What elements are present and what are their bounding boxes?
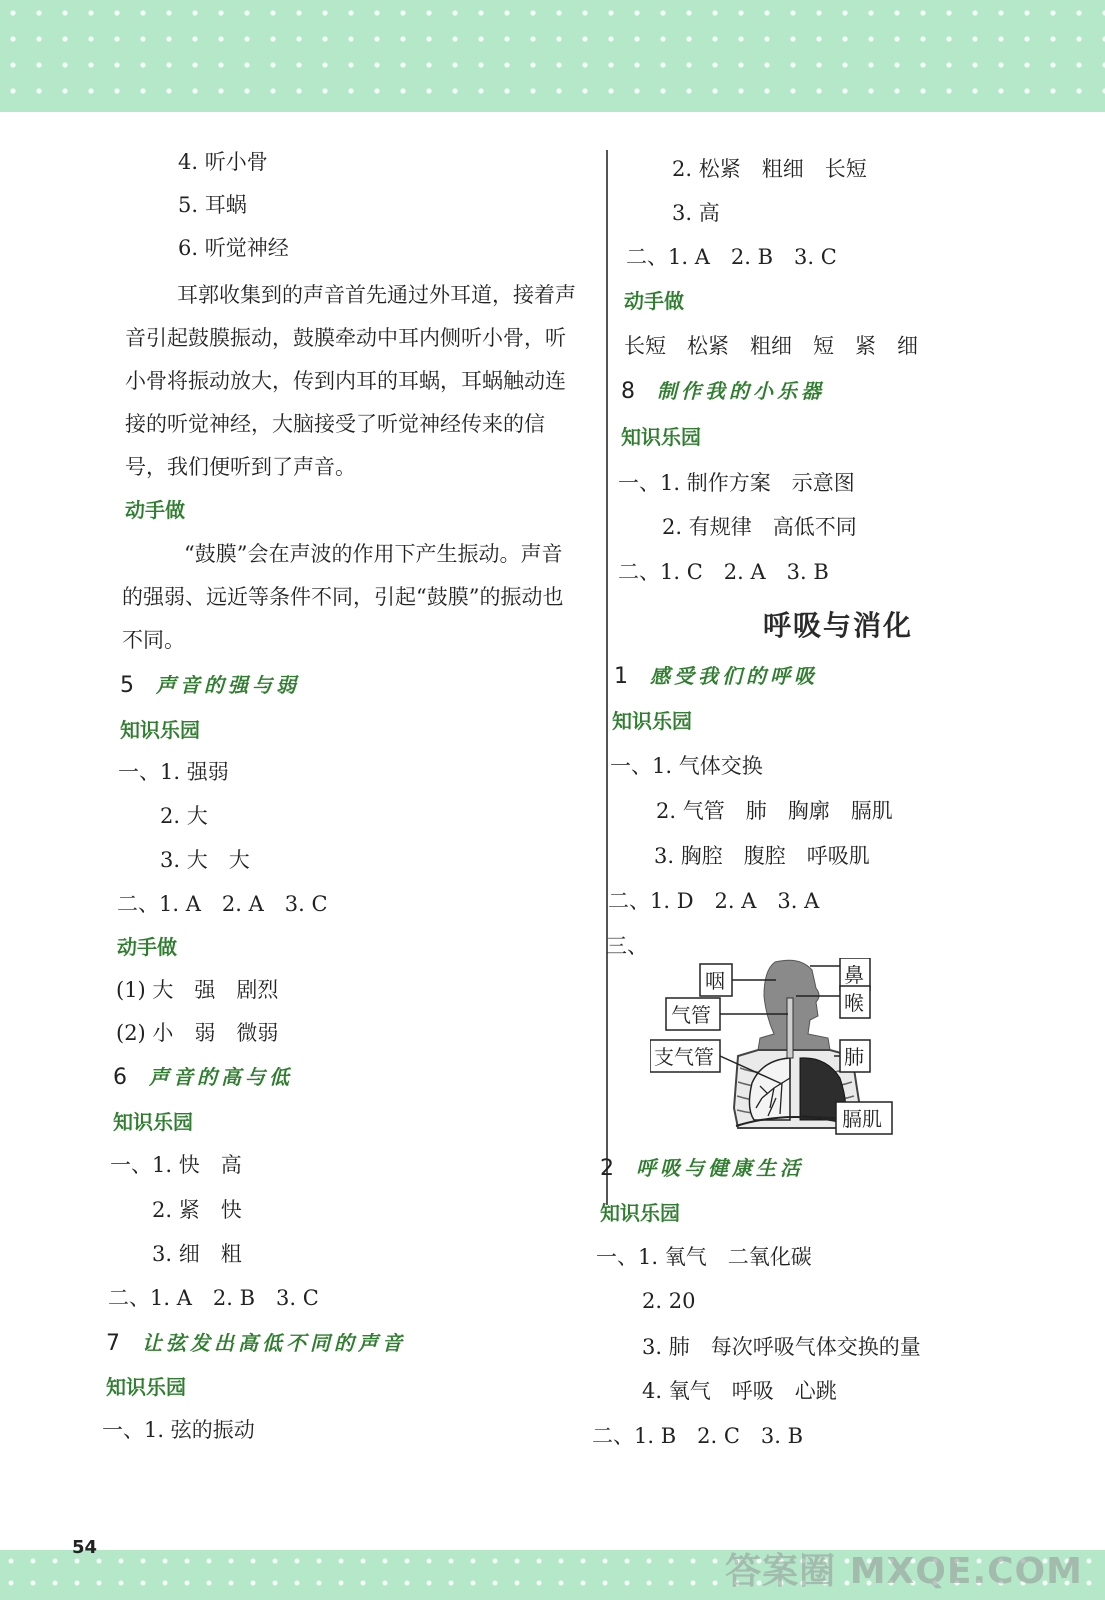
trachea-shape [787, 998, 793, 1058]
section-knowledge-park: 知识乐园 [621, 425, 701, 449]
label-trachea: 气管 [671, 1003, 711, 1027]
answer-line: 三、 [606, 934, 648, 958]
answer-line: 二、1. C 2. A 3. B [618, 560, 829, 584]
answer-line: (2) 小 弱 微弱 [116, 1021, 279, 1045]
answer-line: 3. 高 [672, 201, 720, 225]
section-knowledge-park: 知识乐园 [600, 1201, 680, 1225]
section-knowledge-park: 知识乐园 [113, 1110, 193, 1134]
answer-line: 2. 气管 肺 胸廓 膈肌 [656, 799, 893, 823]
lesson-8-heading [621, 377, 825, 406]
label-lung: 肺 [844, 1045, 864, 1069]
answer-line: 二、1. D 2. A 3. A [608, 889, 820, 913]
answer-line: 3. 胸腔 腹腔 呼吸肌 [654, 844, 870, 868]
lesson-number: 2 [600, 1156, 614, 1181]
answer-line: 3. 细 粗 [152, 1242, 242, 1266]
answer-line: 2. 20 [642, 1289, 696, 1313]
lesson-number: 1 [614, 664, 628, 689]
answer-line: 二、1. A 2. B 3. C [108, 1286, 319, 1310]
section-knowledge-park: 知识乐园 [106, 1375, 186, 1399]
label-nose: 鼻 [844, 963, 864, 987]
answer-line: 二、1. B 2. C 3. B [592, 1424, 804, 1448]
section-knowledge-park: 知识乐园 [612, 709, 692, 733]
lesson-number: 6 [113, 1065, 127, 1090]
column-divider [606, 150, 608, 1205]
section-hands-on: 动手做 [117, 935, 177, 959]
answer-line: 一、1. 氧气 二氧化碳 [596, 1245, 812, 1269]
answer-line: 2. 有规律 高低不同 [662, 515, 857, 539]
lesson-5-heading [120, 671, 300, 700]
label-bronchus: 支气管 [654, 1045, 714, 1069]
answer-line: 一、1. 弦的振动 [102, 1418, 255, 1442]
top-decorative-band [0, 0, 1105, 112]
answer-line: 2. 大 [160, 804, 208, 828]
lesson-7-heading [106, 1329, 406, 1358]
lesson-title: 呼吸与健康生活 [636, 1156, 804, 1180]
unit-title: 呼吸与消化 [763, 609, 914, 642]
lesson-1-heading [614, 662, 818, 691]
answer-line: 2. 松紧 粗细 长短 [672, 157, 867, 181]
answer-line: 长短 松紧 粗细 短 紧 细 [624, 334, 918, 358]
answer-line: 3. 大 大 [160, 848, 250, 872]
hands-on-paragraph: “鼓膜”会在声波的作用下产生振动。声音的强弱、远近等条件不同，引起“鼓膜”的振动也不同。 [122, 542, 564, 652]
watermark: 答案圈 MXQE.COM [725, 1551, 1083, 1592]
lesson-number: 8 [621, 379, 635, 404]
head-silhouette [758, 960, 830, 1050]
label-diaphragm: 膈肌 [842, 1107, 882, 1131]
answer-line: 4. 氧气 呼吸 心跳 [642, 1379, 837, 1403]
section-hands-on: 动手做 [624, 289, 684, 313]
respiratory-system-diagram [650, 958, 920, 1164]
lesson-number: 7 [106, 1331, 120, 1356]
lesson-title: 声音的强与弱 [156, 673, 300, 697]
answer-line: 2. 紧 快 [152, 1198, 242, 1222]
lesson-6-heading [113, 1063, 293, 1092]
label-larynx: 喉 [844, 991, 864, 1015]
lesson-title: 感受我们的呼吸 [650, 664, 818, 688]
answer-line: (1) 大 强 剧烈 [116, 978, 279, 1002]
explanation-paragraph: 耳郭收集到的声音首先通过外耳道，接着声音引起鼓膜振动，鼓膜牵动中耳内侧听小骨，听小骨将振动放大，传到内耳的耳蜗，耳蜗触动连接的听觉神经，大脑接受了听觉神经传来的信号，我们便听到了声音。 [125, 283, 576, 479]
answer-line: 6. 听觉神经 [178, 236, 289, 260]
answer-line: 一、1. 快 高 [110, 1153, 242, 1177]
lesson-2-heading [600, 1154, 804, 1183]
section-hands-on: 动手做 [125, 498, 185, 522]
lesson-title: 声音的高与低 [149, 1065, 293, 1089]
answer-line: 二、1. A 2. A 3. C [117, 892, 328, 916]
page-number: 54 [72, 1537, 98, 1558]
answer-line: 5. 耳蜗 [178, 193, 247, 217]
section-knowledge-park: 知识乐园 [120, 718, 200, 742]
lesson-number: 5 [120, 673, 134, 698]
answer-line: 3. 肺 每次呼吸气体交换的量 [642, 1335, 921, 1359]
lesson-title: 让弦发出高低不同的声音 [142, 1331, 406, 1355]
answer-line: 二、1. A 2. B 3. C [626, 245, 837, 269]
answer-line: 一、1. 制作方案 示意图 [618, 471, 855, 495]
answer-line: 4. 听小骨 [178, 150, 268, 174]
answer-line: 一、1. 强弱 [118, 760, 229, 784]
answer-line: 一、1. 气体交换 [610, 754, 763, 778]
label-pharynx: 咽 [705, 969, 725, 993]
lesson-title: 制作我的小乐器 [657, 379, 825, 403]
